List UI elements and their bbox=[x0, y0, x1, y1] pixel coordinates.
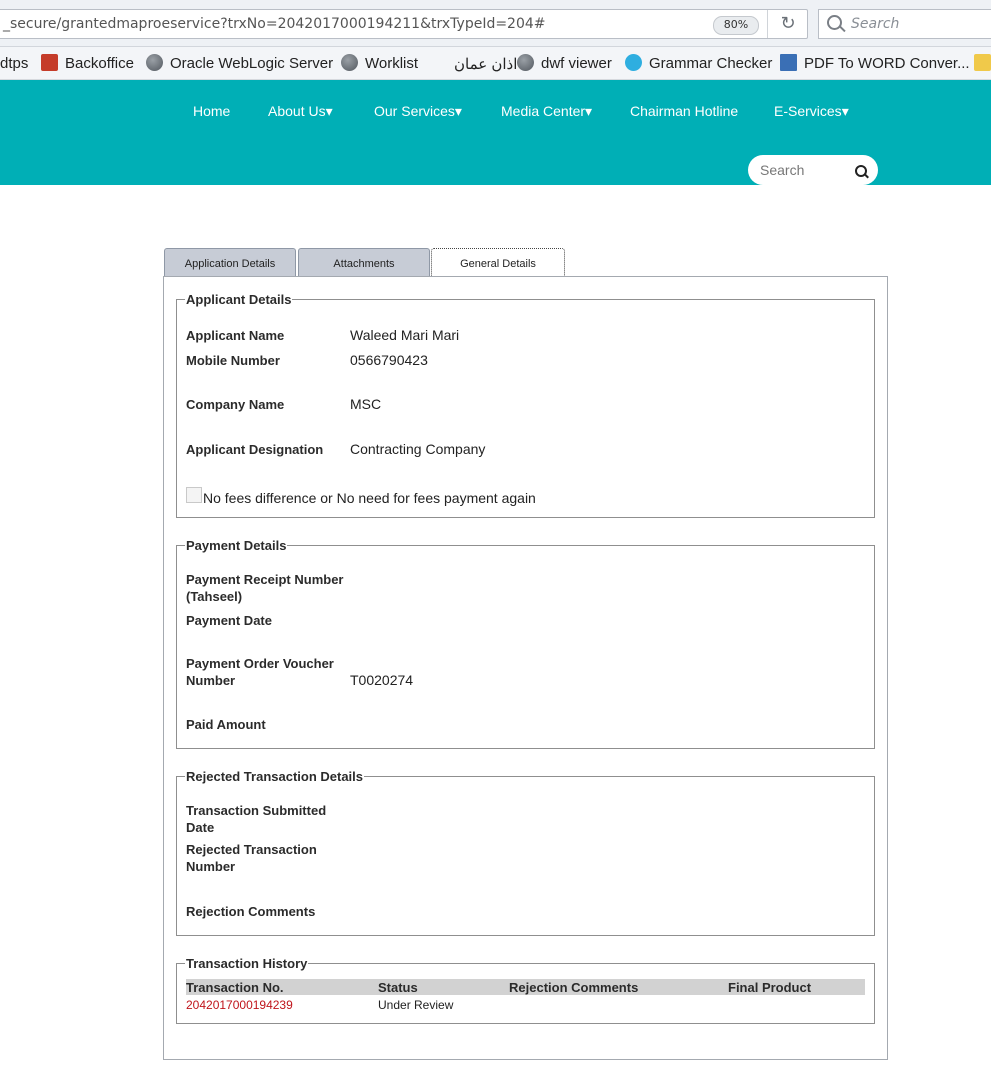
payment-details-group bbox=[176, 538, 875, 749]
history-col-transaction-no: Transaction No. bbox=[186, 980, 284, 995]
chevron-down-icon: ▾ bbox=[454, 103, 462, 119]
history-status-value: Under Review bbox=[378, 998, 454, 1012]
paid-amount-label: Paid Amount bbox=[186, 717, 266, 732]
history-col-final-product: Final Product bbox=[728, 980, 812, 995]
chevron-down-icon: ▾ bbox=[585, 103, 593, 119]
transaction-submitted-label-line1: Transaction Submitted bbox=[186, 803, 327, 818]
nav-our-services-label: Our Services bbox=[374, 103, 455, 119]
bookmarks-bar bbox=[0, 47, 991, 80]
rejected-number-label-line1: Rejected Transaction bbox=[186, 842, 317, 857]
folder-icon[interactable] bbox=[974, 54, 991, 71]
search-icon bbox=[827, 15, 842, 30]
transaction-submitted-date-label bbox=[186, 802, 326, 836]
nav-about-us[interactable] bbox=[268, 103, 333, 120]
rejected-number-label-line2: Number bbox=[186, 859, 236, 874]
bookmark-pdf-to-word[interactable]: PDF To WORD Conver... bbox=[804, 55, 970, 72]
browser-search-placeholder: Search bbox=[851, 16, 900, 32]
payment-voucher-label-line1: Payment Order Voucher bbox=[186, 656, 334, 671]
applicant-details-legend: Applicant Details bbox=[186, 292, 292, 307]
payment-receipt-label-line1: Payment Receipt Number bbox=[186, 572, 344, 587]
bookmark-oracle-weblogic[interactable]: Oracle WebLogic Server bbox=[170, 55, 334, 72]
rejected-transaction-number-label bbox=[186, 841, 317, 875]
bookmark-worklist[interactable]: Worklist bbox=[365, 55, 419, 72]
address-bar[interactable] bbox=[0, 9, 808, 39]
payment-details-legend: Payment Details bbox=[186, 538, 287, 553]
tab-general-details[interactable]: General Details bbox=[431, 248, 565, 278]
reload-icon[interactable]: ↻ bbox=[767, 10, 808, 38]
tab-application-details[interactable]: Application Details bbox=[164, 248, 296, 276]
chevron-down-icon: ▾ bbox=[325, 103, 333, 119]
zoom-indicator[interactable]: 80% bbox=[713, 16, 759, 35]
history-col-rejection-comments: Rejection Comments bbox=[509, 980, 639, 995]
search-icon[interactable] bbox=[855, 165, 867, 177]
nav-e-services-label: E-Services bbox=[774, 103, 842, 119]
site-header bbox=[0, 80, 991, 185]
transaction-history-legend: Transaction History bbox=[186, 956, 308, 971]
nav-home-label: Home bbox=[193, 103, 231, 119]
payment-date-label: Payment Date bbox=[186, 613, 272, 628]
globe-icon bbox=[341, 54, 358, 71]
payment-receipt-label-line2: (Tahseel) bbox=[186, 589, 243, 604]
bookmark-grammar-checker[interactable]: Grammar Checker bbox=[649, 55, 773, 72]
rejection-comments-label: Rejection Comments bbox=[186, 904, 316, 919]
history-transaction-link[interactable]: 2042017000194239 bbox=[186, 998, 293, 1012]
browser-toolbar bbox=[0, 0, 991, 47]
no-fees-checkbox-label: No fees difference or No need for fees payment again bbox=[203, 490, 536, 506]
site-search-placeholder: Search bbox=[760, 162, 805, 178]
browser-search-input[interactable] bbox=[818, 9, 991, 39]
applicant-name-label: Applicant Name bbox=[186, 328, 285, 343]
pdf-icon bbox=[780, 54, 797, 71]
applicant-designation-label: Applicant Designation bbox=[186, 442, 324, 457]
chevron-down-icon: ▾ bbox=[841, 103, 849, 119]
transaction-submitted-label-line2: Date bbox=[186, 820, 215, 835]
applicant-designation-value: Contracting Company bbox=[350, 441, 486, 457]
globe-icon bbox=[146, 54, 163, 71]
bookmark-azan-oman[interactable]: اذان عمان bbox=[454, 56, 518, 73]
payment-voucher-value: T0020274 bbox=[350, 672, 414, 688]
bookmark-backoffice[interactable]: Backoffice bbox=[65, 55, 134, 72]
url-text[interactable]: _secure/grantedmaproeservice?trxNo=2042017000194211&trxTypeId=204# bbox=[3, 16, 546, 32]
rejected-transaction-legend: Rejected Transaction Details bbox=[186, 769, 364, 784]
tab-attachments[interactable]: Attachments bbox=[298, 248, 430, 276]
nav-media-center[interactable] bbox=[501, 103, 592, 120]
applicant-name-value: Waleed Mari Mari bbox=[350, 327, 460, 343]
history-col-status: Status bbox=[378, 980, 418, 995]
nav-about-us-label: About Us bbox=[268, 103, 326, 119]
nav-media-center-label: Media Center bbox=[501, 103, 586, 119]
palm-icon bbox=[41, 54, 58, 71]
payment-receipt-number-label bbox=[186, 571, 344, 605]
bookmark-dwf-viewer[interactable]: dwf viewer bbox=[541, 55, 612, 72]
company-name-label: Company Name bbox=[186, 397, 285, 412]
nav-e-services[interactable] bbox=[774, 103, 849, 120]
globe-icon bbox=[517, 54, 534, 71]
nav-our-services[interactable] bbox=[374, 103, 462, 120]
mobile-number-value: 0566790423 bbox=[350, 352, 428, 368]
no-fees-checkbox[interactable] bbox=[186, 487, 202, 503]
bookmark-dtps[interactable]: dtps bbox=[0, 55, 29, 72]
grammarly-icon bbox=[625, 54, 642, 71]
nav-chairman-hotline-label: Chairman Hotline bbox=[630, 103, 739, 119]
payment-voucher-label-line2: Number bbox=[186, 673, 236, 688]
payment-voucher-label bbox=[186, 655, 334, 689]
mobile-number-label: Mobile Number bbox=[186, 353, 280, 368]
nav-home[interactable] bbox=[193, 103, 230, 119]
site-search-input[interactable] bbox=[748, 155, 878, 185]
nav-chairman-hotline[interactable] bbox=[630, 103, 738, 119]
company-name-value: MSC bbox=[350, 396, 382, 412]
